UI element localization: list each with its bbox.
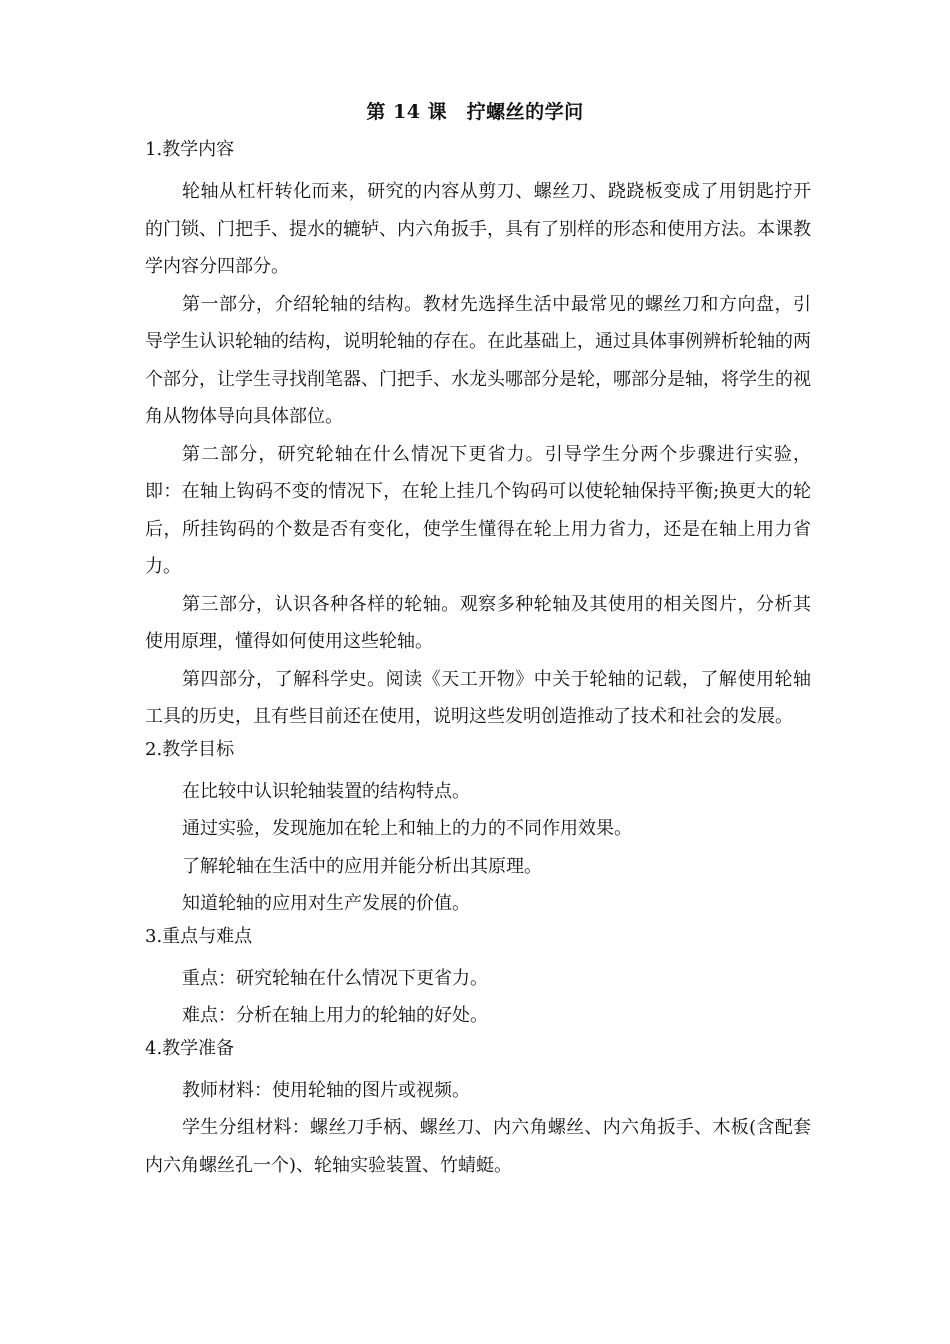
section-heading: 4.教学准备 [145,1037,235,1059]
paragraph: 第二部分，研究轮轴在什么情况下更省力。引导学生分两个步骤进行实验，即：在轴上钩码不变的情况下，在轮上挂几个钩码可以使轮轴保持平衡;换更大的轮后，所挂钩码的个数是否有变化，使学生懂得在轮上用力省力，还是在轴上用力省力。 [145,443,811,577]
difficulty-item: 难点：分析在轴上用力的轮轴的好处。 [182,1005,488,1026]
section-teaching-preparation [145,1035,811,1185]
student-materials: 学生分组材料：螺丝刀手柄、螺丝刀、内六角螺丝、内六角扳手、木板(含配套内六角螺丝孔一个)、轮轴实验装置、竹蜻蜓。 [145,1117,811,1176]
section-heading: 2.教学目标 [145,738,235,760]
section-heading: 1.教学内容 [145,139,235,160]
paragraph: 第四部分，了解科学史。阅读《天工开物》中关于轮轴的记载，了解使用轮轴工具的历史，且有些目前还在使用，说明这些发明创造推动了技术和社会的发展。 [145,668,811,727]
teacher-materials: 教师材料：使用轮轴的图片或视频。 [182,1079,470,1101]
key-point-item: 重点：研究轮轴在什么情况下更省力。 [182,967,488,989]
paragraph: 轮轴从杠杆转化而来，研究的内容从剪刀、螺丝刀、跷跷板变成了用钥匙拧开的门锁、门把手、提水的辘轳、内六角扳手，具有了别样的形态和使用方法。本课教学内容分四部分。 [145,181,811,277]
objective-item: 知道轮轴的应用对生产发展的价值。 [182,893,470,914]
objective-item: 了解轮轴在生活中的应用并能分析出其原理。 [182,855,542,877]
section-teaching-content [145,136,811,736]
objective-item: 通过实验，发现施加在轮上和轴上的力的不同作用效果。 [182,818,632,839]
objective-item: 在比较中认识轮轴装置的结构特点。 [182,780,470,802]
document-body [145,136,811,1184]
paragraph: 第一部分，介绍轮轴的结构。教材先选择生活中最常见的螺丝刀和方向盘，引导学生认识轮轴的结构，说明轮轴的存在。在此基础上，通过具体事例辨析轮轴的两个部分，让学生寻找削笔器、门把手、水龙头哪部分是轮，哪部分是轴，将学生的视角从物体导向具体部位。 [145,293,811,427]
section-heading: 3.重点与难点 [145,925,253,947]
section-teaching-objectives [145,736,811,923]
lesson-title: 第 14 课 拧螺丝的学问 [366,101,584,123]
paragraph: 第三部分，认识各种各样的轮轴。观察多种轮轴及其使用的相关图片，分析其使用原理，懂得如何使用这些轮轴。 [145,593,811,652]
section-key-points [145,923,811,1035]
